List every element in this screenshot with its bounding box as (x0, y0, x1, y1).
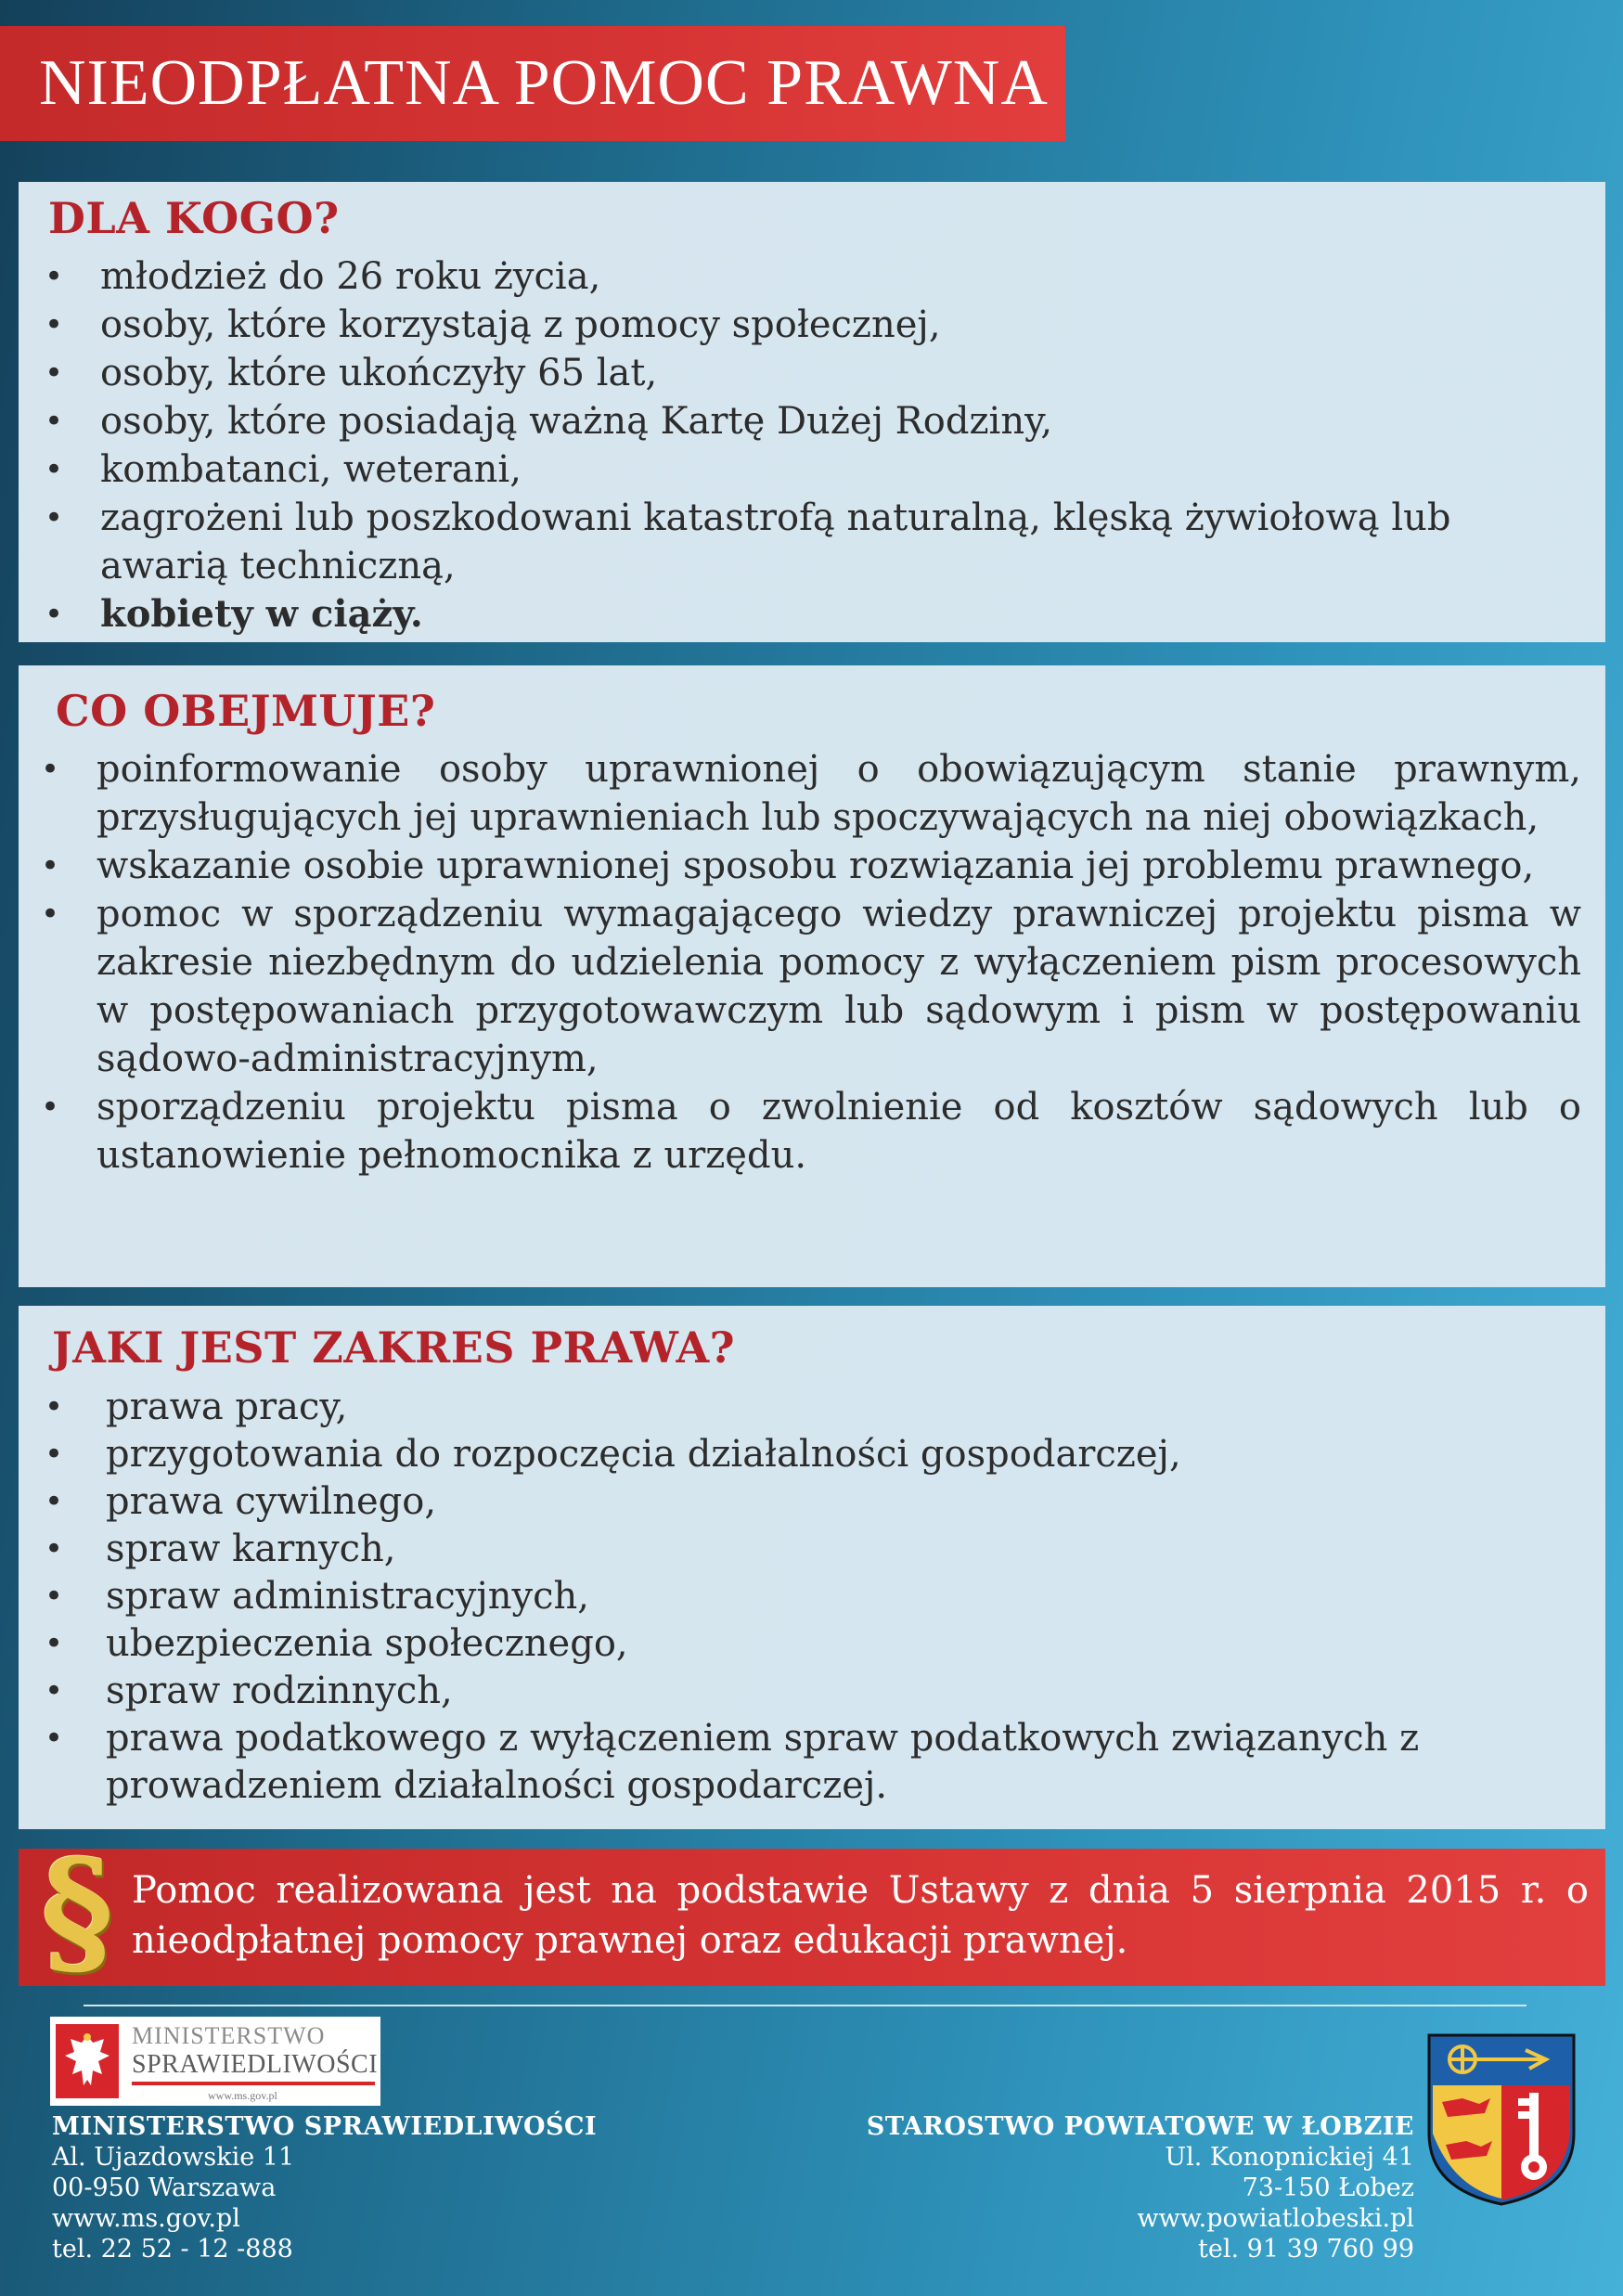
bullet-icon: • (45, 1720, 64, 1757)
bullet-icon: • (45, 355, 64, 392)
bullet-icon: • (45, 258, 64, 295)
bullet-icon: • (41, 896, 60, 933)
list-item: • poinformowanie osoby uprawnionej o obowiązującym stanie prawnym, przysługujących jej uprawnieniach lub spoczywających na niej obowiązkach, (41, 745, 1581, 842)
contact-address: Al. Ujazdowskie 11 (52, 2143, 295, 2172)
paragraph-sign-icon: § (41, 1829, 114, 1993)
list-item: • spraw karnych, (45, 1526, 1566, 1573)
logo-line-1: MINISTERSTWO (132, 2022, 326, 2049)
bullet-icon: • (45, 403, 64, 440)
list-for-whom (45, 252, 1566, 638)
contact-phone: tel. 22 52 - 12 -888 (52, 2235, 293, 2264)
section-scope-of-law (19, 1306, 1605, 1829)
list-scope-of-law (45, 1384, 1566, 1810)
bullet-icon: • (41, 751, 60, 788)
bullet-icon: • (41, 1089, 60, 1126)
page-title: NIEODPŁATNA POMOC PRAWNA (0, 26, 1065, 141)
bullet-icon: • (45, 1436, 64, 1473)
list-item: • wskazanie osobie uprawnionej sposobu rozwiązania jej problemu prawnego, (41, 842, 1581, 890)
bullet-icon: • (45, 499, 64, 536)
list-item: • prawa pracy, (45, 1384, 1566, 1431)
divider (84, 2005, 1526, 2006)
coat-of-arms-icon (1425, 2032, 1578, 2208)
list-item: • osoby, które ukończyły 65 lat, (45, 349, 1566, 397)
section-for-whom (19, 182, 1605, 642)
contact-starostwo (867, 2111, 1414, 2264)
contact-city: 00-950 Warszawa (52, 2173, 277, 2202)
list-item: • zagrożeni lub poszkodowani katastrofą naturalną, klęską żywiołową lub awarią techniczną, (45, 494, 1566, 590)
list-item: • spraw rodzinnych, (45, 1668, 1566, 1715)
contact-address: Ul. Konopnickiej 41 (1165, 2143, 1414, 2172)
list-item: • prawa podatkowego z wyłączeniem spraw podatkowych związanych z prowadzeniem działalności gospodarczej. (45, 1717, 1420, 1807)
bullet-icon: • (45, 1530, 64, 1567)
list-item: • osoby, które korzystają z pomocy społecznej, (45, 301, 1566, 349)
bullet-icon: • (45, 1388, 64, 1425)
list-item: • kombatanci, weterani, (45, 445, 1566, 494)
bullet-icon: • (41, 847, 60, 884)
logo-underline (132, 2082, 375, 2085)
bullet-icon: • (45, 306, 64, 343)
bullet-icon: • (45, 1483, 64, 1520)
section-heading: DLA KOGO? (48, 193, 340, 243)
list-item: • przygotowania do rozpoczęcia działalności gospodarczej, (45, 1431, 1566, 1478)
list-item: • spraw administracyjnych, (45, 1573, 1566, 1620)
contact-website: www.powiatlobeski.pl (1137, 2204, 1414, 2233)
bullet-icon: • (45, 1578, 64, 1615)
list-item: • osoby, które posiadają ważną Kartę Dużej Rodziny, (45, 397, 1566, 445)
list-item: • sporządzeniu projektu pisma o zwolnienie od kosztów sądowych lub o ustanowienie pełnomocnika z urzędu. (41, 1083, 1581, 1180)
contact-org: STAROSTWO POWIATOWE W ŁOBZIE (866, 2112, 1414, 2141)
bullet-icon: • (45, 451, 64, 488)
bullet-icon: • (45, 596, 64, 633)
legal-basis-note (19, 1829, 1605, 1993)
legal-basis-text: Pomoc realizowana jest na podstawie Ustawy z dnia 5 sierpnia 2015 r. o nieodpłatnej pomocy prawnej oraz edukacji prawnej. (132, 1869, 1589, 1962)
list-item: • prawa cywilnego, (45, 1478, 1566, 1526)
contact-ministry (52, 2111, 597, 2264)
contact-website: www.ms.gov.pl (52, 2204, 240, 2233)
list-what-it-covers (41, 745, 1581, 1180)
logo-line-2: SPRAWIEDLIWOŚCI (132, 2050, 379, 2079)
logo-url: www.ms.gov.pl (208, 2089, 277, 2102)
eagle-emblem-icon (56, 2024, 119, 2098)
list-item: • kobiety w ciąży. (45, 590, 1566, 638)
contact-phone: tel. 91 39 760 99 (1198, 2235, 1414, 2264)
bullet-icon: • (45, 1625, 64, 1662)
list-item: • ubezpieczenia społecznego, (45, 1620, 1566, 1668)
list-item: • pomoc w sporządzeniu wymagającego wiedzy prawniczej projektu pisma w zakresie niezbędnym do udzielenia pomocy z wyłączeniem pism procesowych w postępowaniach przygotowawczym lub sądowym i pism w postępowaniu sądowo-administracyjnym, (41, 890, 1581, 1083)
ministry-logo (50, 2017, 380, 2106)
contact-city: 73-150 Łobez (1242, 2173, 1414, 2202)
section-what-it-covers (19, 665, 1605, 1287)
list-item: • młodzież do 26 roku życia, (45, 252, 1566, 301)
section-heading: JAKI JEST ZAKRES PRAWA? (52, 1322, 736, 1373)
section-heading: CO OBEJMUJE? (56, 686, 436, 736)
contact-org: MINISTERSTWO SPRAWIEDLIWOŚCI (52, 2112, 598, 2141)
bullet-icon: • (45, 1672, 64, 1709)
